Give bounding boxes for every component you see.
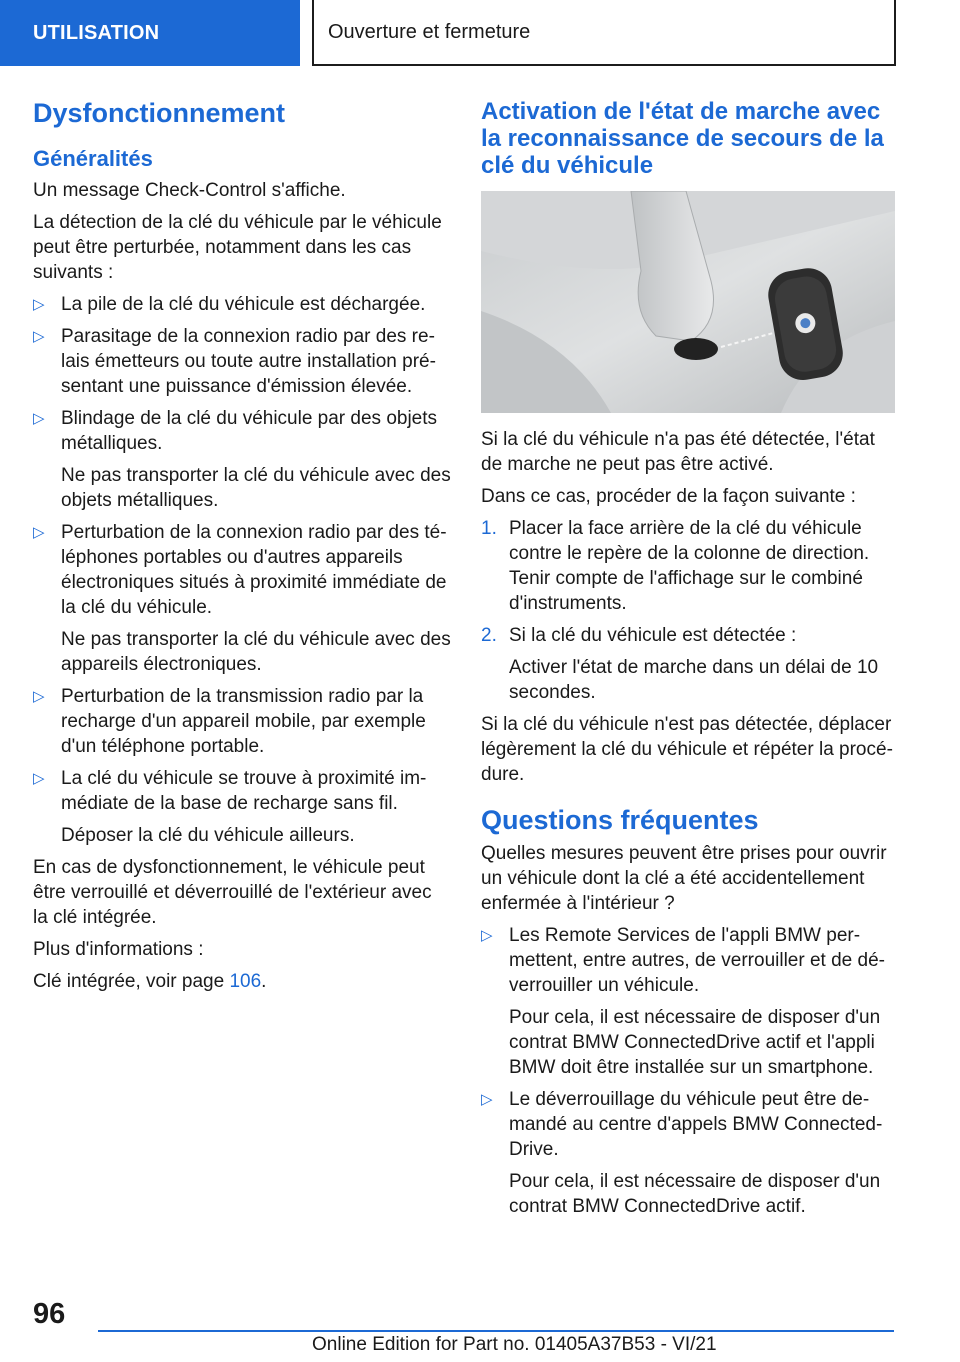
left-column — [33, 98, 451, 1001]
cross-reference — [33, 969, 451, 994]
list-item — [33, 684, 451, 759]
triangle-bullet-icon: ▷ — [33, 328, 45, 345]
edition-text: Online Edition for Part no. 01405A37B53 - VI/21 — [312, 1334, 717, 1355]
chapter-header — [312, 0, 896, 66]
heading-emergency-detection: Activation de l'état de marche avec la reconnaissance de secours de la clé du véhicule — [481, 98, 884, 179]
heading-malfunction: Dysfonctionnement — [33, 98, 286, 128]
triangle-bullet-icon: ▷ — [33, 770, 45, 787]
paragraph: Si la clé du véhicule n'a pas été détectée, l'état de marche ne peut pas être activé. — [481, 429, 875, 475]
cross-reference-text: Clé intégrée, voir page — [33, 971, 230, 992]
list-item-note: Pour cela, il est nécessaire de disposer d'un contrat BMW ConnectedDrive actif et l'appli BMW doit être installée sur un smartphone. — [509, 1007, 881, 1078]
list-item-text: Parasitage de la connexion radio par des re-lais émetteurs ou toute autre installation pré-sentant une puissance d'émission élevée. — [61, 326, 436, 397]
faq-answer-list — [481, 923, 895, 1219]
step-text: Placer la face arrière de la clé du véhicule contre le repère de la colonne de direction. Tenir compte de l'affichage sur le combiné d'instruments. — [509, 518, 870, 614]
list-item — [481, 923, 895, 1080]
paragraph: En cas de dysfonctionnement, le véhicule peut être verrouillé et déverrouillé de l'extérieur avec la clé intégrée. — [33, 857, 432, 928]
faq-question: Quelles mesures peuvent être prises pour ouvrir un véhicule dont la clé a été accidentellement enfermée à l'intérieur ? — [481, 843, 887, 914]
step-note: Activer l'état de marche dans un délai de 10 secondes. — [509, 657, 879, 703]
section-title: UTILISATION — [33, 21, 160, 44]
step-number: 1. — [481, 518, 497, 539]
list-item-note: Déposer la clé du véhicule ailleurs. — [61, 825, 355, 846]
section-tab — [0, 0, 300, 66]
triangle-bullet-icon: ▷ — [33, 688, 45, 705]
cause-list — [33, 292, 451, 848]
key-marker — [674, 338, 718, 360]
right-column — [481, 98, 895, 1226]
chapter-title: Ouverture et fermeture — [328, 20, 531, 43]
step-list — [481, 516, 895, 705]
page-number: 96 — [33, 1298, 66, 1330]
list-item-note: Ne pas transporter la clé du véhicule avec des appareils électroniques. — [61, 629, 451, 675]
paragraph: Plus d'informations : — [33, 939, 204, 960]
list-item-text: La pile de la clé du véhicule est déchargée. — [61, 294, 426, 315]
list-item — [33, 292, 451, 317]
step-item — [481, 623, 895, 705]
heading-faq: Questions fréquentes — [481, 805, 759, 835]
triangle-bullet-icon: ▷ — [33, 524, 45, 541]
triangle-bullet-icon: ▷ — [33, 296, 45, 313]
step-item — [481, 516, 895, 616]
cross-reference-suffix: . — [261, 971, 267, 992]
list-item-text: Perturbation de la transmission radio par la recharge d'un appareil mobile, par exemple d'un téléphone portable. — [61, 686, 426, 757]
list-item-text: Blindage de la clé du véhicule par des objets métalliques. — [61, 408, 438, 454]
paragraph: Dans ce cas, procéder de la façon suivante : — [481, 486, 856, 507]
list-item-note: Pour cela, il est nécessaire de disposer d'un contrat BMW ConnectedDrive actif. — [509, 1171, 881, 1217]
list-item-text: La clé du véhicule se trouve à proximité im-médiate de la base de recharge sans fil. — [61, 768, 427, 814]
list-item — [481, 1087, 895, 1219]
step-text: Si la clé du véhicule est détectée : — [509, 625, 797, 646]
triangle-bullet-icon: ▷ — [481, 1091, 493, 1108]
list-item-note: Ne pas transporter la clé du véhicule avec des objets métalliques. — [61, 465, 451, 511]
paragraph: La détection de la clé du véhicule par le véhicule peut être perturbée, notamment dans les cas suivants : — [33, 212, 442, 283]
list-item — [33, 324, 451, 399]
paragraph: Un message Check-Control s'affiche. — [33, 180, 346, 201]
page-link[interactable]: 106 — [229, 971, 262, 992]
list-item-text: Le déverrouillage du véhicule peut être de-mandé au centre d'appels BMW Connected-Drive. — [509, 1089, 883, 1160]
list-item — [33, 766, 451, 848]
triangle-bullet-icon: ▷ — [33, 410, 45, 427]
list-item-text: Perturbation de la connexion radio par des té-léphones portables ou d'autres appareils électroniques situés à proximité immédiate de la clé du véhicule. — [61, 522, 447, 618]
list-item — [33, 520, 451, 677]
list-item — [33, 406, 451, 513]
step-number: 2. — [481, 625, 497, 646]
footer-divider — [98, 1330, 894, 1332]
triangle-bullet-icon: ▷ — [481, 927, 493, 944]
steering-column-key-illustration — [481, 191, 895, 413]
heading-general: Généralités — [33, 146, 153, 171]
paragraph: Si la clé du véhicule n'est pas détectée, déplacer légèrement la clé du véhicule et répéter la procé-dure. — [481, 714, 893, 785]
list-item-text: Les Remote Services de l'appli BMW per-mettent, entre autres, de verrouiller et de dé-verrouiller un véhicule. — [509, 925, 885, 996]
